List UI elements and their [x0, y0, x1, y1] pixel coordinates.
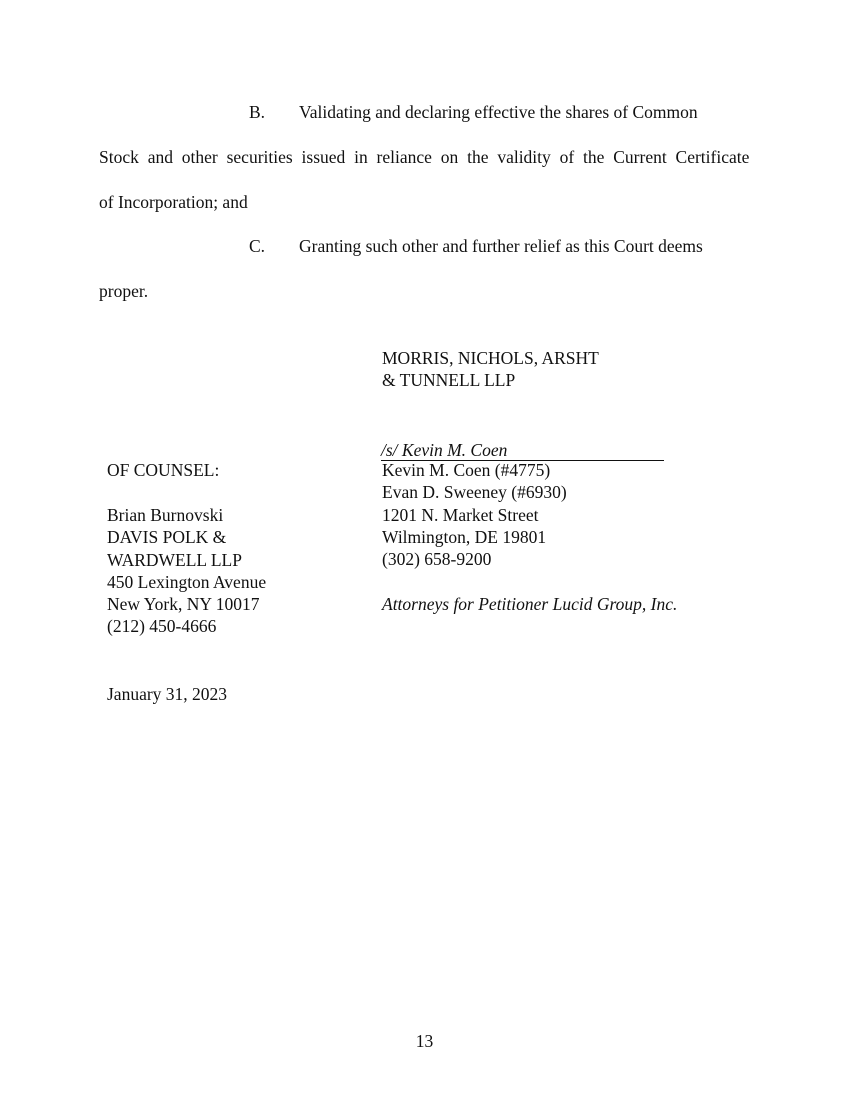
item-b-label: B. — [249, 102, 266, 122]
signature-line: /s/ Kevin M. Coen — [381, 440, 664, 461]
of-counsel-line: WARDWELL LLP — [107, 549, 242, 570]
address-line: Wilmington, DE 19801 — [382, 526, 547, 547]
item-c-line-1: Granting such other and further relief as this Court deems — [299, 236, 703, 256]
item-c-line-2: proper. — [99, 281, 149, 301]
of-counsel-line: 450 Lexington Avenue — [107, 571, 267, 592]
of-counsel-line: (212) 450-4666 — [107, 616, 217, 637]
item-b-line-2: Stock and other securities issued in reliance on the validity of the Current Certificate — [99, 147, 750, 167]
attorneys-for: Attorneys for Petitioner Lucid Group, Inc. — [382, 594, 678, 614]
of-counsel-line: Brian Burnovski — [107, 505, 224, 525]
item-c-label: C. — [249, 236, 266, 256]
document-date: January 31, 2023 — [107, 684, 228, 704]
firm-name-line-1: MORRIS, NICHOLS, ARSHT — [382, 348, 599, 368]
address-line: 1201 N. Market Street — [382, 504, 539, 525]
signatory-line: Kevin M. Coen (#4775) — [382, 460, 551, 480]
signatory-line: Evan D. Sweeney (#6930) — [382, 482, 567, 503]
phone-line: (302) 658-9200 — [382, 549, 492, 570]
item-b-line-3: of Incorporation; and — [99, 192, 248, 212]
of-counsel-line: New York, NY 10017 — [107, 594, 260, 615]
item-b-line-1: Validating and declaring effective the shares of Common — [299, 102, 698, 122]
firm-name — [382, 347, 599, 392]
firm-name-line-2: & TUNNELL LLP — [382, 370, 516, 391]
page-number: 13 — [415, 1031, 434, 1051]
signature-details — [382, 459, 567, 570]
of-counsel-line: DAVIS POLK & — [107, 527, 227, 548]
of-counsel-block — [107, 504, 266, 638]
of-counsel-heading: OF COUNSEL: — [107, 460, 220, 480]
